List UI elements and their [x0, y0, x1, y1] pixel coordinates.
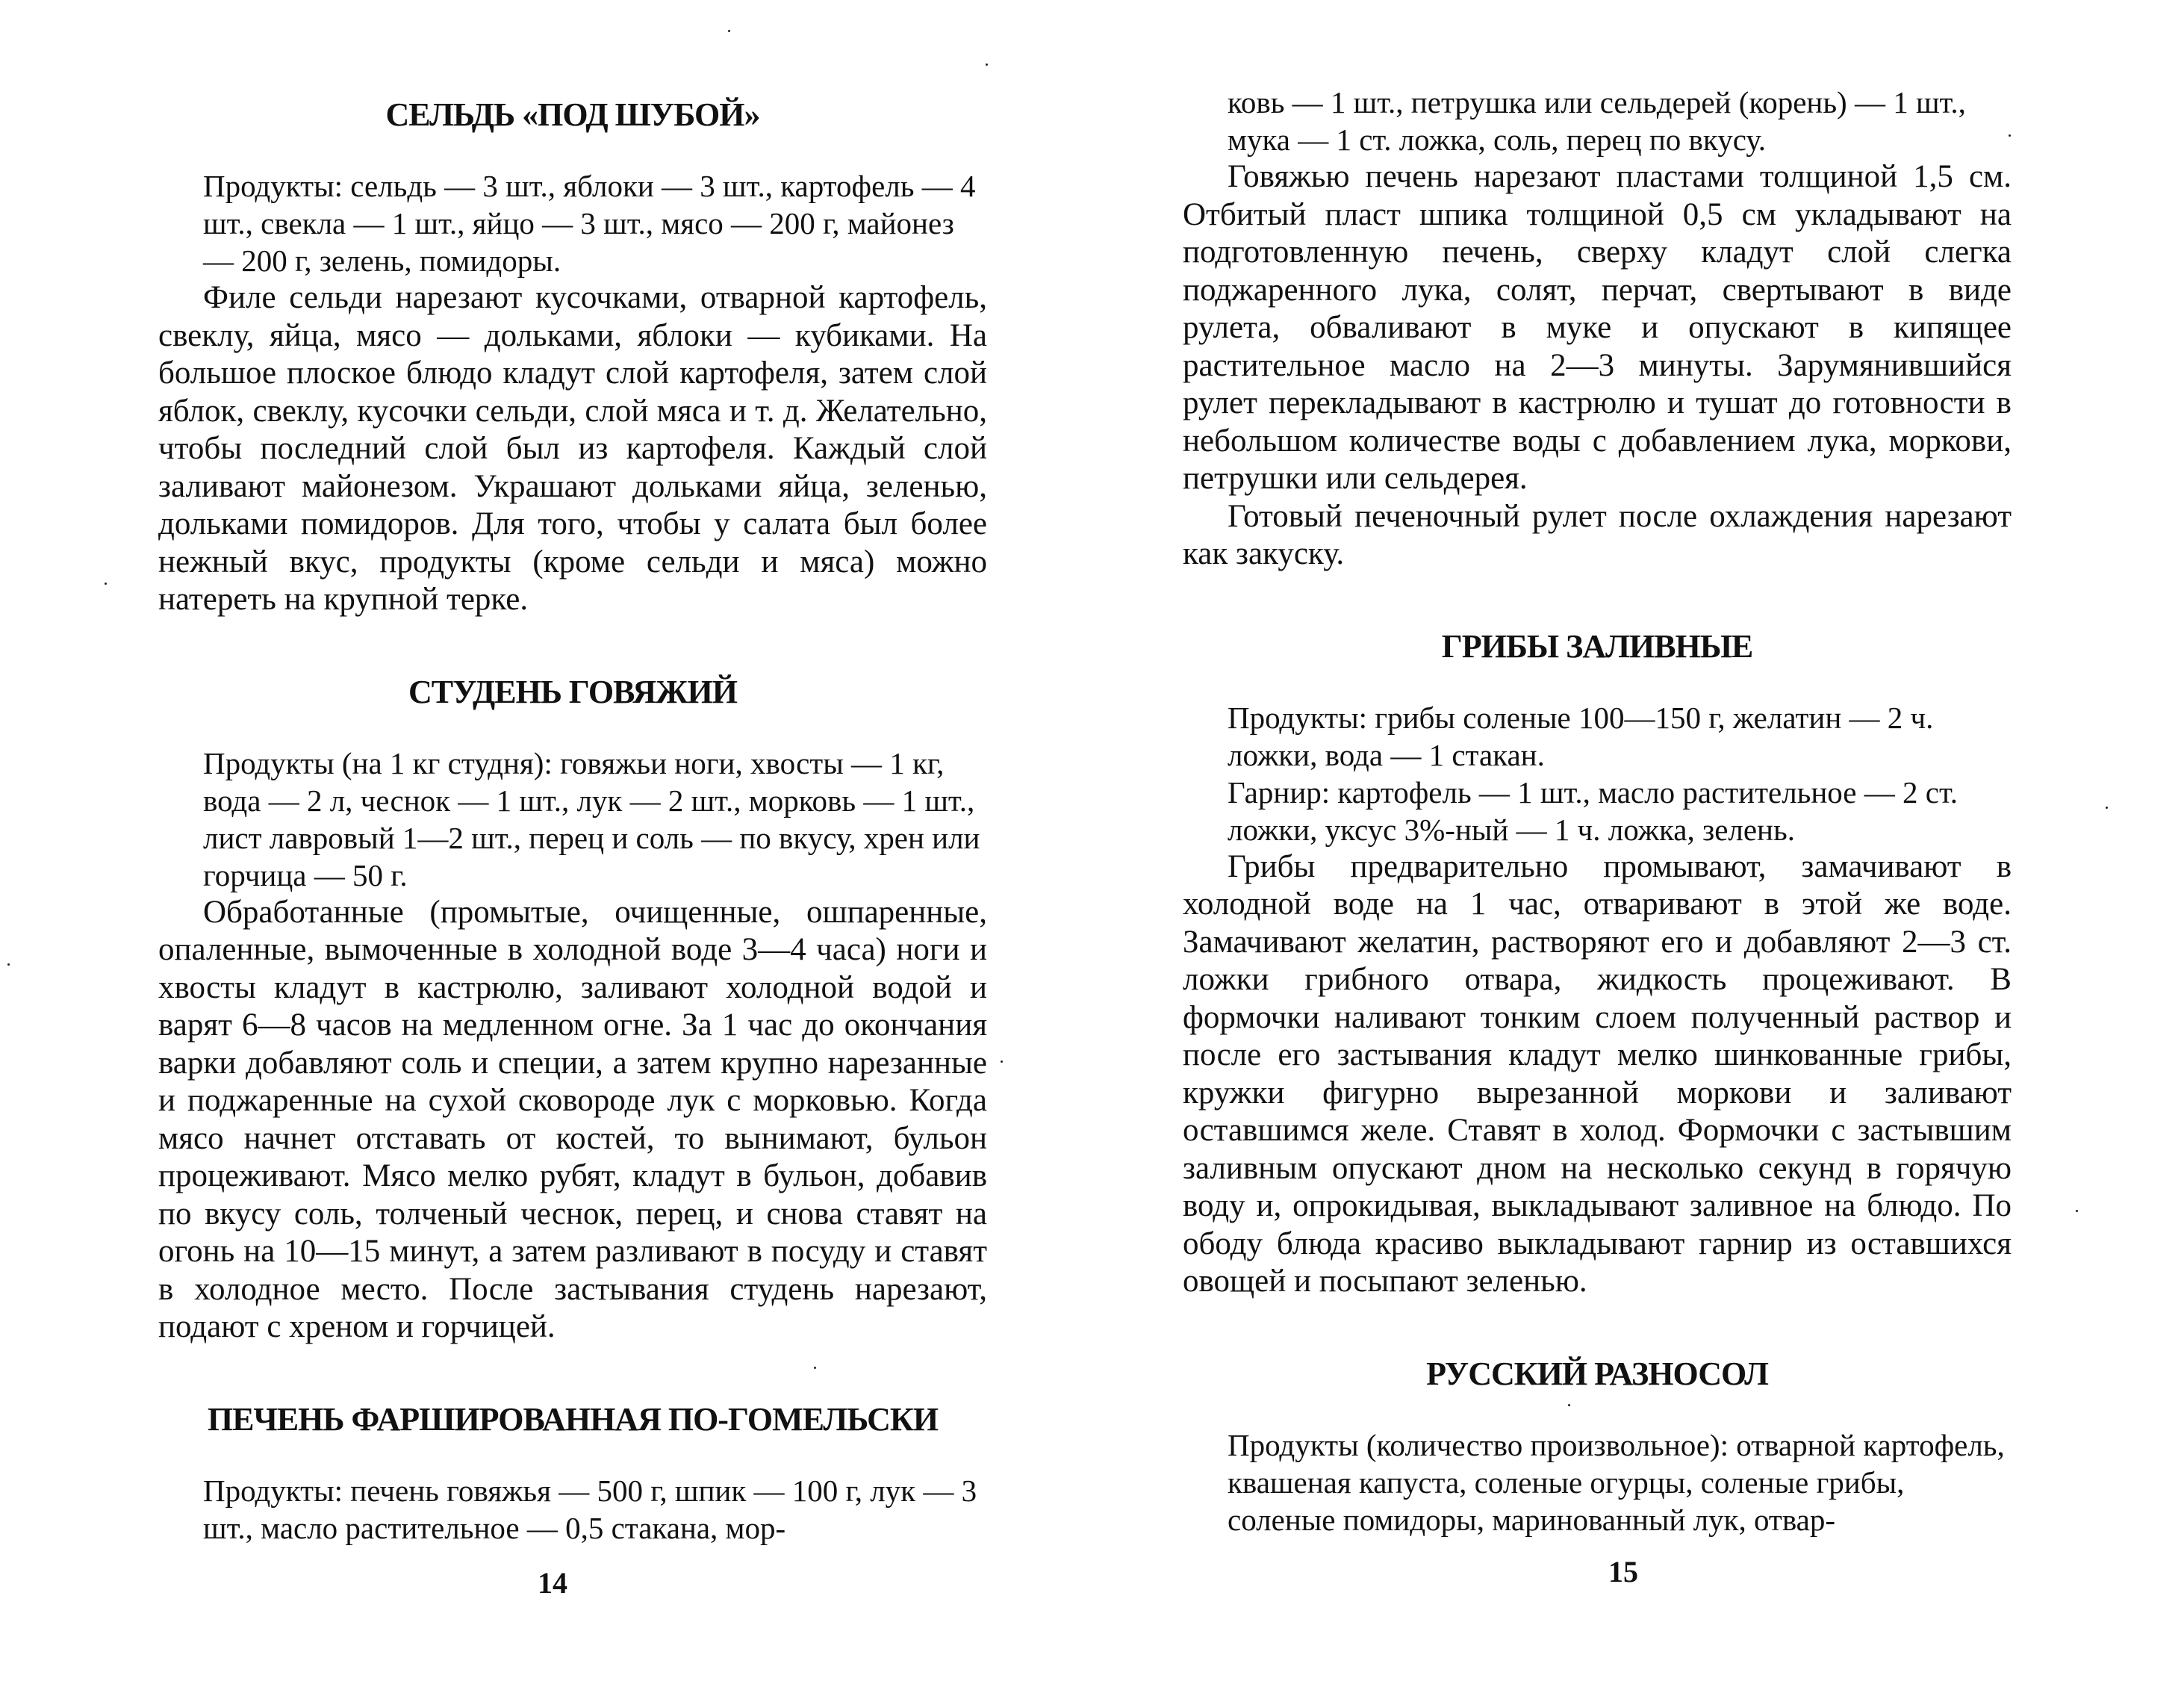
right-page	[1092, 0, 2184, 1702]
left-page-column	[158, 96, 987, 1547]
recipe-body-liver-serving: Готовый печеночный рулет после охлаждения нарезают как закуску.	[1183, 498, 2012, 571]
scan-speck	[986, 63, 988, 66]
scan-speck	[1001, 1060, 1003, 1063]
page-number: 15	[1608, 1555, 1638, 1588]
recipe-products-liver	[158, 1472, 987, 1547]
recipe-products-liver-continued	[1183, 84, 2012, 158]
scan-speck	[7, 963, 10, 966]
scan-speck	[728, 30, 730, 32]
products-text: Продукты: грибы соленые 100—150 г, желатин — 2 ч. ложки, вода — 1 стакан.	[1228, 700, 1934, 772]
scan-speck	[2076, 1210, 2078, 1212]
recipe-products-pickles	[1183, 1426, 2012, 1538]
products-text: Продукты (количество произвольное): отварной картофель, квашеная капуста, соленые огурцы, соленые грибы, соленые помидоры, маринованный лук, отвар-	[1228, 1427, 2005, 1537]
products-text: ковь — 1 шт., петрушка или сельдерей (корень) — 1 шт., мука — 1 ст. ложка, соль, перец по вкусу.	[1228, 85, 1966, 157]
garnish-text: Гарнир: картофель — 1 шт., масло растительное — 2 ст. ложки, уксус 3%-ный — 1 ч. ложка, зелень.	[1228, 774, 1959, 847]
recipe-products-herring	[158, 167, 987, 279]
scan-speck	[1568, 1404, 1570, 1406]
products-text: Продукты: печень говяжья — 500 г, шпик — 100 г, лук — 3 шт., масло растительное — 0,5 стакана, мор-	[203, 1473, 977, 1545]
scan-speck	[105, 583, 107, 585]
recipe-title-liver: ПЕЧЕНЬ ФАРШИРОВАННАЯ ПО-ГОМЕЛЬСКИ	[207, 1400, 939, 1438]
recipe-products-aspic	[158, 745, 987, 894]
recipe-title-pickles: РУССКИЙ РАЗНОСОЛ	[1426, 1355, 1768, 1392]
recipe-body-liver: Говяжью печень нарезают пластами толщиной 1,5 см. Отбитый пласт шпика толщиной 0,5 см укладывают на подготовленную печень, сверху кладут слой слегка поджаренного лука, солят, перчат, свертывают в виде рулета, обваливают в муке и опускают в кипящее растительное масло на 2—3 минуты. Зарумянившийся рулет перекладывают в кастрюлю и тушат до готовности в небольшом количестве воды с добавлением лука, моркови, петрушки или сельдерея.	[1183, 159, 2012, 496]
recipe-title-herring: СЕЛЬДЬ «ПОД ШУБОЙ»	[385, 96, 760, 133]
recipe-title-aspic: СТУДЕНЬ ГОВЯЖИЙ	[408, 673, 737, 710]
page-number: 14	[538, 1566, 567, 1600]
recipe-body-herring: Филе сельди нарезают кусочками, отварной картофель, свеклу, яйца, мясо — дольками, яблоки — кубиками. На большое плоское блюдо кладут слой картофеля, затем слой яблок, свеклу, кусочки сельди, слой мяса и т. д. Желательно, чтобы последний слой был из картофеля. Каждый слой заливают майонезом. Украшают дольками яйца, зеленью, дольками помидоров. Для того, чтобы у салата был более нежный вкус, продукты (кроме сельди и мяса) можно натереть на крупной терке.	[158, 280, 987, 617]
scan-speck	[814, 1367, 816, 1369]
recipe-body-mushrooms: Грибы предварительно промывают, замачивают в холодной воде на 1 час, отваривают в этой же воде. Замачивают желатин, растворяют его и добавляют 2—3 ст. ложки грибного отвара, жидкость процеживают. В формочки наливают тонким слоем полученный раствор и после его застывания кладут мелко шинкованные грибы, кружки фигурно вырезанной моркови и заливают оставшимся желе. Ставят в холод. Формочки с застывшим заливным опускают дном на несколько секунд в горячую воду и, опрокидывая, выкладывают заливное на блюдо. По ободу блюда красиво выкладывают гарнир из оставшихся овощей и посыпают зеленью.	[1183, 848, 2012, 1299]
products-text: Продукты (на 1 кг студня): говяжьи ноги, хвосты — 1 кг, вода — 2 л, чеснок — 1 шт., лук — 2 шт., морковь — 1 шт., лист лавровый 1—2 шт., перец и соль — по вкусу, хрен или горчица — 50 г.	[203, 745, 980, 892]
right-page-column	[1183, 84, 2012, 1538]
scan-speck	[2009, 134, 2011, 137]
recipe-products-mushrooms	[1183, 699, 2012, 848]
products-text: Продукты: сельдь — 3 шт., яблоки — 3 шт., картофель — 4 шт., свекла — 1 шт., яйцо — 3 шт., мясо — 200 г, майонез — 200 г, зелень, помидоры.	[203, 169, 976, 278]
recipe-title-mushrooms: ГРИБЫ ЗАЛИВНЫЕ	[1441, 627, 1753, 665]
recipe-body-aspic: Обработанные (промытые, очищенные, ошпаренные, опаленные, вымоченные в холодной воде 3—4 часа) ноги и хвосты кладут в кастрюлю, заливают холодной водой и варят 6—8 часов на медленном огне. За 1 час до окончания варки добавляют соль и специи, а затем крупно нарезанные и поджаренные на сухой сковороде лук с морковью. Когда мясо начнет отставать от костей, то вынимают, бульон процеживают. Мясо мелко рубят, кладут в бульон, добавив по вкусу соль, толченый чеснок, перец, и снова ставят на огонь на 10—15 минут, а затем разливают в посуду и ставят в холодное место. После застывания студень нарезают, подают с хреном и горчицей.	[158, 894, 987, 1344]
scan-speck	[2106, 807, 2108, 809]
